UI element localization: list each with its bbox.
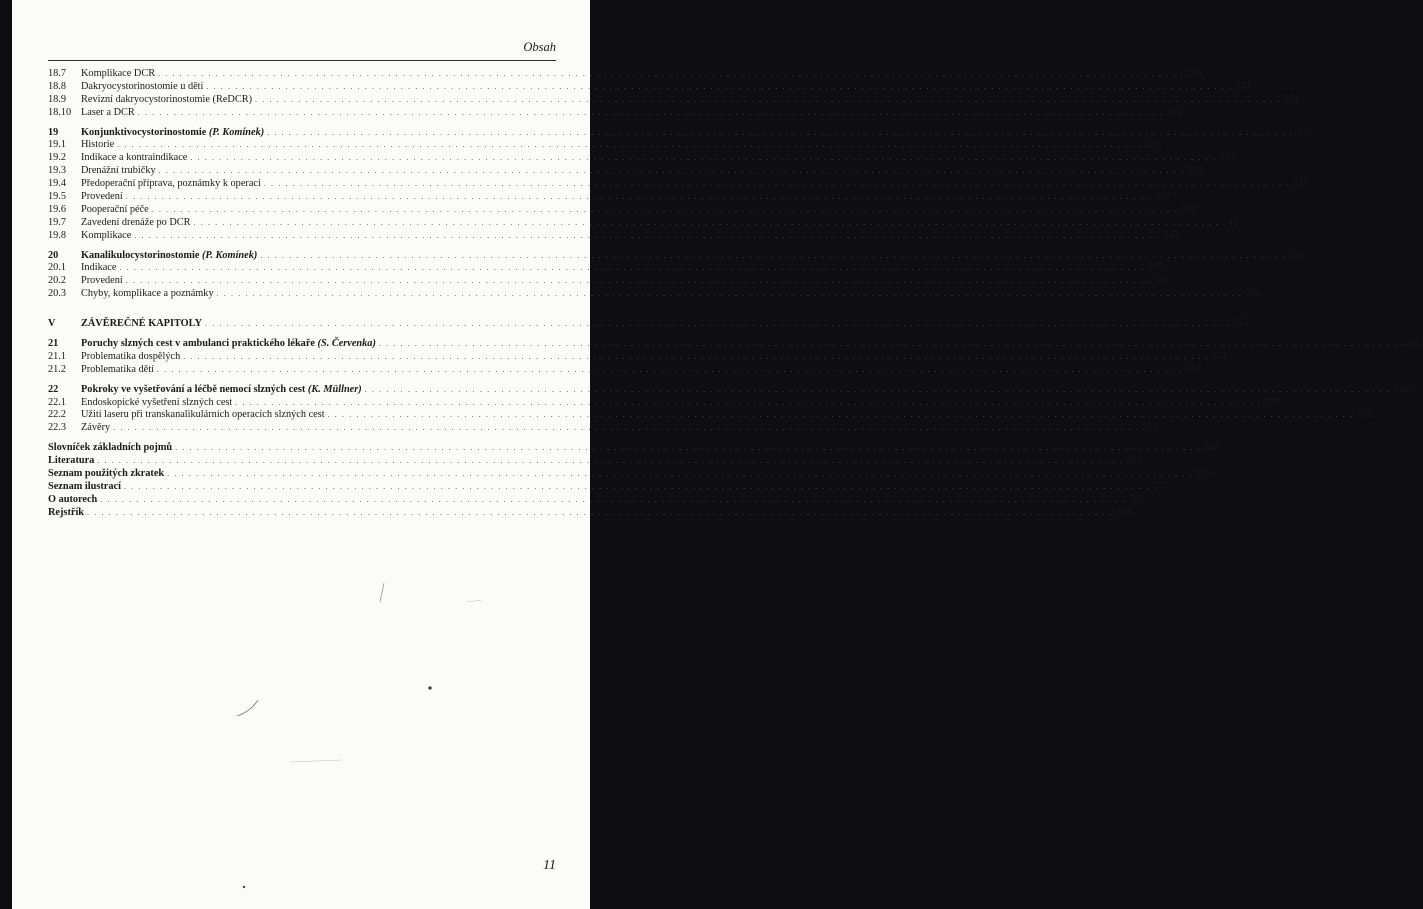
scan-stroke-4 [467,600,482,602]
toc-entry-number: 19.5 [48,191,67,203]
toc-entry-page: 261 [1356,409,1373,421]
toc-entry-page: 276 [1196,468,1212,480]
toc-entry-page: 251 [1234,318,1250,330]
toc-entry-number: 19.4 [48,178,67,190]
toc-entry-title: Pooperační péče [81,203,149,215]
toc-entry-number: 19.6 [48,203,67,215]
toc-entry-page: 248 [1245,288,1262,300]
toc-entry-number: 18.8 [48,80,67,92]
toc-entry-title: Rejstřík [48,506,85,518]
toc-entry-title: ZÁVĚREČNÉ KAPITOLY [81,318,203,330]
toc-entry-title: Provedení [81,191,123,203]
toc-entry-number: 19.8 [48,229,67,241]
toc-entry-number: 19 [48,126,59,138]
toc-entry-title: Provedení [81,275,123,287]
scan-stroke-2 [237,700,258,716]
toc-entry-title: Slovníček základních pojmů [48,442,173,454]
toc-entry-page: 264 [1142,422,1158,434]
toc-entry-page: 240 [1180,203,1197,215]
toc-entry-number: 20.3 [48,288,67,300]
toc-entry-title: Revizní dakryocystorinostomie (ReDCR) [81,93,253,105]
toc-entry-number: 21.1 [48,350,67,362]
toc-entry-title: Seznam ilustrací [48,480,121,492]
toc-entry-page: 242 [1222,216,1238,228]
toc-entry-title: Předoperační příprava, poznámky k operaci [81,178,261,190]
toc-entry-title: O autorech [48,493,98,505]
scan-stroke-3 [290,760,342,762]
toc-entry-page: 283 [1116,506,1132,518]
toc-entry-title: Problematika dětí [81,363,154,375]
toc-entry-title: Endoskopické vyšetření slzných cest [81,396,233,408]
toc-entry-number: 21.2 [48,363,67,375]
toc-entry-number: 20.1 [48,262,67,274]
toc-entry-number: 18.7 [48,68,67,79]
toc-entry-author: (K. Müllner) [307,383,362,395]
toc-entry-author: (P. Komínek) [208,126,265,138]
toc-entry-title: Konjunktivocystorinostomie [81,126,207,138]
toc-entry-page: 252 [1212,350,1228,362]
toc-entry-title: Kanalikulocystorinostomie [81,249,200,261]
toc-entry-title: Poruchy slzných cest v ambulanci praktického lékaře [81,338,315,350]
page-number: 11 [543,858,556,873]
scan-stroke-1 [380,583,384,602]
toc-entry-title: Užití laseru při transkanalikulárních operacích slzných cest [81,409,325,421]
toc-entry-page: 235 [1292,178,1309,190]
toc-entry-page: 231 [1284,93,1300,105]
toc-entry-number: 18.10 [48,106,72,118]
toc-entry-page: 252 [1407,338,1423,350]
toc-entry-page: 234 [1187,165,1204,177]
toc-entry-page: 277 [1152,480,1169,492]
toc-entry-page: 267 [1126,455,1142,467]
header-title: Obsah [523,40,556,54]
toc-entry-page: 265 [1204,442,1220,454]
toc-entry-page: 245 [1148,262,1164,274]
toc-entry-author: (P. Komínek) [202,249,258,261]
toc-entry-page: 254 [1185,363,1202,375]
book-page [12,0,1423,909]
toc-entry-page: 242 [1163,229,1179,241]
toc-entry-title: Indikace a kontraindikace [81,152,188,164]
toc-entry-title: Drenážní trubičky [81,165,156,177]
scan-speck-1 [428,686,431,689]
toc-entry-number: 19.7 [48,216,67,228]
toc-entry-page: 237 [1154,191,1171,203]
toc-entry-number: V [48,318,56,330]
toc-entry-number: 19.1 [48,139,67,151]
toc-entry-title: Historie [81,139,115,151]
toc-entry-author: (S. Červenka) [317,338,376,350]
toc-entry-title: Komplikace DCR [81,68,156,79]
toc-entry-page: 232 [1166,106,1183,118]
scan-marks [12,0,590,909]
toc-entry-title: Zavedení drenáže po DCR [81,216,191,228]
toc-entry-title: Dakryocystorinostomie u dětí [81,80,204,92]
toc-entry-number: 19.3 [48,165,67,177]
toc-entry-title: Závěry [81,422,111,434]
toc-entry-title: Komplikace [81,229,132,241]
toc-entry-number: 22.2 [48,409,67,421]
toc-entry-page: 228 [1187,68,1203,79]
toc-entry-number: 22 [48,383,59,395]
toc-entry-page: 231 [1235,80,1251,92]
scan-speck-2 [243,886,245,888]
toc-entry-number: 19.2 [48,152,67,164]
toc-entry-number: 18.9 [48,93,67,105]
toc-entry-number: 22.1 [48,396,67,408]
toc-entry-page: 258 [1393,383,1410,395]
toc-entry-number: 20 [48,249,59,261]
toc-entry-title: Seznam použitých zkratek [48,468,165,480]
toc-entry-title: Indikace [81,262,117,274]
toc-entry-page: 233 [1219,152,1235,164]
toc-entry-page: 245 [1289,249,1305,261]
toc-entry-title: Laser a DCR [81,106,135,118]
toc-entry-page: 258 [1264,396,1280,408]
toc-entry-title: Pokroky ve vyšetřování a léčbě nemocí slzných cest [81,383,306,395]
toc-entry-page: 233 [1296,126,1312,138]
toc-entry-number: 21 [48,338,59,350]
toc-entry-number: 20.2 [48,275,67,287]
toc-entry-title: Chyby, komplikace a poznámky [81,288,214,300]
toc-entry-page: 282 [1129,493,1145,505]
toc-entry-page: 233 [1146,139,1162,151]
toc-entry-number: 22.3 [48,422,67,434]
toc-entry-page: 245 [1154,275,1171,287]
toc-entry-title: Literatura [48,455,95,467]
toc-entry-title: Problematika dospělých [81,350,181,362]
